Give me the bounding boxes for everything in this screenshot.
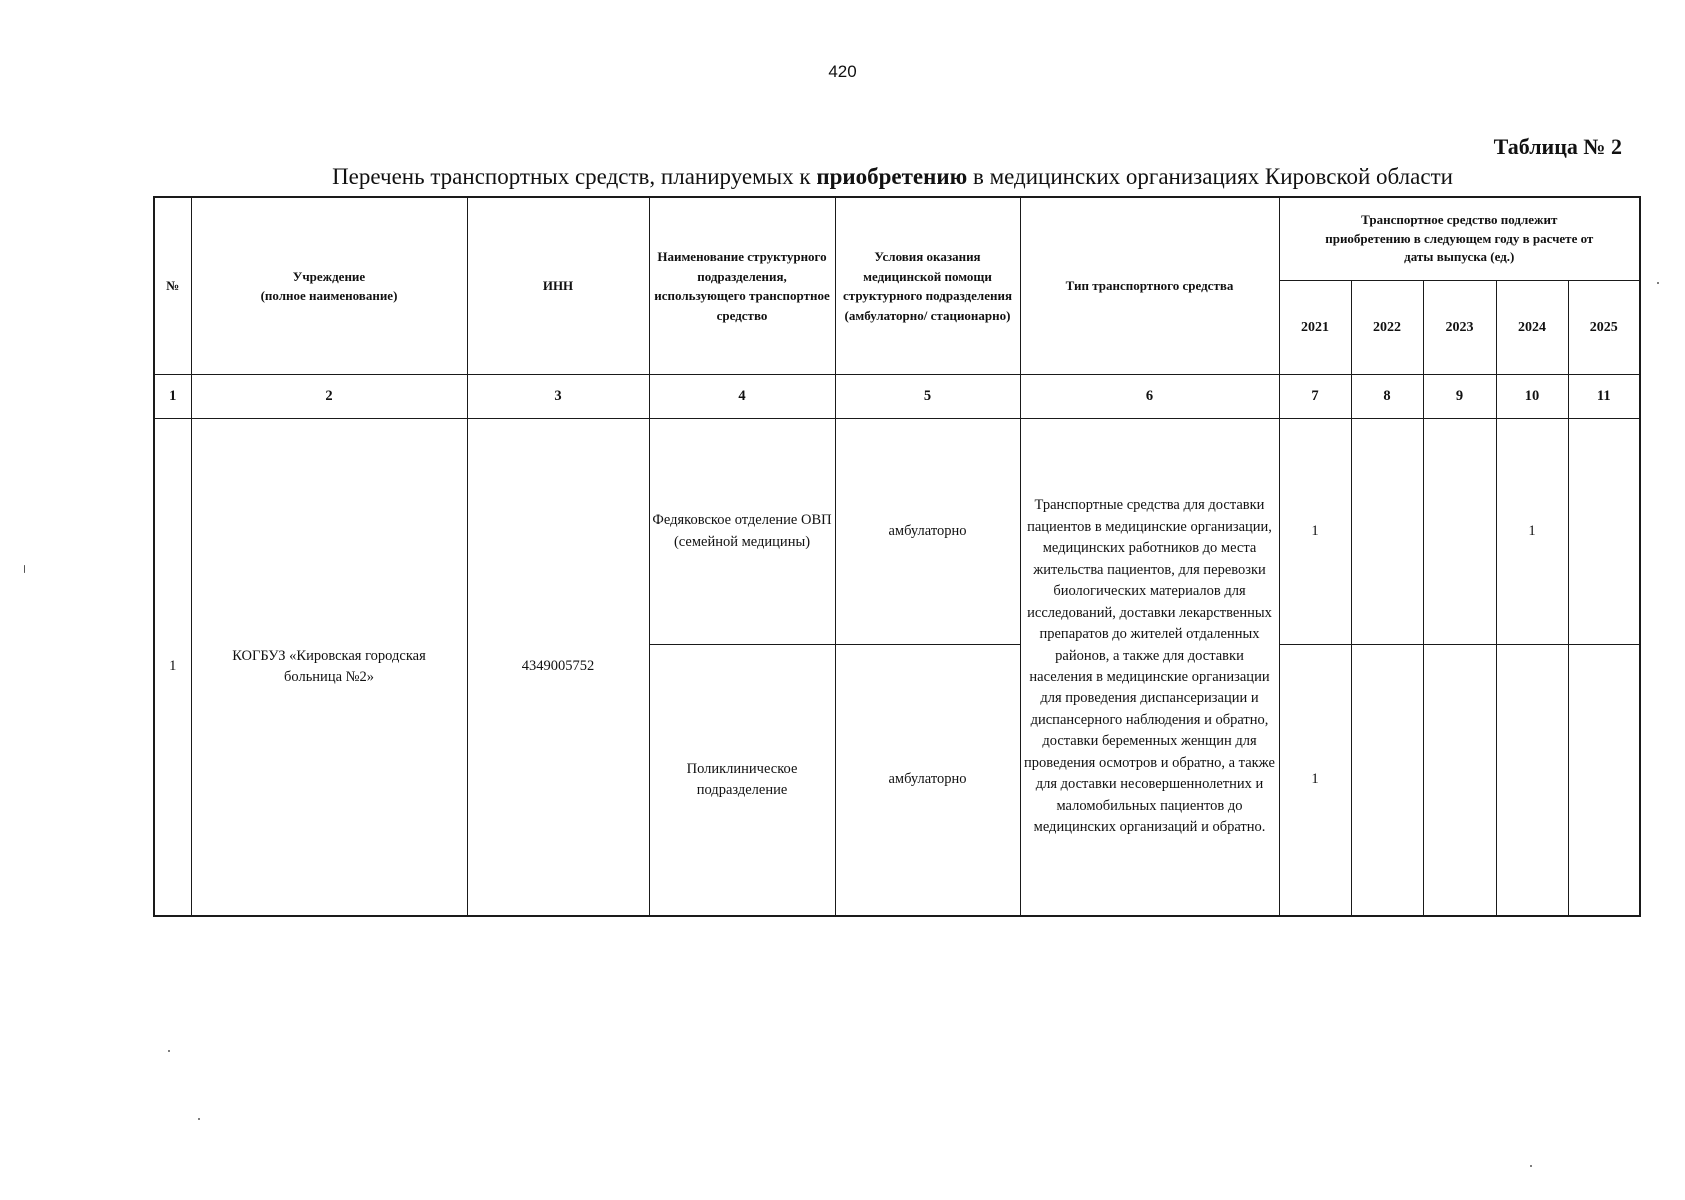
scan-speck bbox=[168, 1050, 170, 1052]
header-subdivision: Наименование структурного подразделения, использующего транспортное средство bbox=[649, 197, 835, 375]
record-institution: КОГБУЗ «Кировская городская больница №2» bbox=[191, 419, 467, 917]
column-number: 5 bbox=[835, 375, 1020, 419]
column-number: 3 bbox=[467, 375, 649, 419]
column-number: 8 bbox=[1351, 375, 1423, 419]
column-number: 11 bbox=[1568, 375, 1640, 419]
vehicles-table bbox=[153, 196, 1641, 917]
column-number: 6 bbox=[1020, 375, 1279, 419]
scan-speck bbox=[1657, 282, 1659, 284]
column-number: 9 bbox=[1423, 375, 1496, 419]
header-conditions: Условия оказания медицинской помощи структурного подразделения (амбулаторно/ стационарно) bbox=[835, 197, 1020, 375]
qty-2022 bbox=[1351, 419, 1423, 645]
column-number: 1 bbox=[154, 375, 191, 419]
column-number: 4 bbox=[649, 375, 835, 419]
subdivision-conditions: амбулаторно bbox=[835, 419, 1020, 645]
scan-speck bbox=[1530, 1165, 1532, 1167]
qty-2024 bbox=[1496, 645, 1568, 917]
qty-2025 bbox=[1568, 645, 1640, 917]
document-title bbox=[150, 164, 1635, 190]
page-number: 420 bbox=[828, 62, 857, 81]
header-year-2022: 2022 bbox=[1351, 281, 1423, 375]
header-inn: ИНН bbox=[467, 197, 649, 375]
table-label: Таблица № 2 bbox=[1493, 134, 1622, 159]
qty-2023 bbox=[1423, 645, 1496, 917]
record-num: 1 bbox=[154, 419, 191, 917]
table-row bbox=[154, 419, 1640, 645]
header-year-2021: 2021 bbox=[1279, 281, 1351, 375]
column-numbers-row bbox=[154, 375, 1640, 419]
title-part-1: Перечень транспортных средств, планируемых к bbox=[332, 164, 817, 189]
subdivision-name: Федяковское отделение ОВП (семейной медицины) bbox=[649, 419, 835, 645]
qty-2021: 1 bbox=[1279, 645, 1351, 917]
title-part-bold: приобретению bbox=[816, 164, 968, 189]
header-purchase-group: Транспортное средство подлежит приобретению в следующем году в расчете от даты выпуска (ед.) bbox=[1279, 197, 1640, 281]
record-vehicle-type: Транспортные средства для доставки пациентов в медицинские организации, медицинских работников до места жительства пациентов, для перевозки биологических материалов для исследований, доставки лекарственных препаратов до жителей отдаленных районов, а также для доставки населения в медицинские организации для проведения диспансеризации и диспансерного наблюдения и обратно, доставки беременных женщин для проведения осмотров и обратно, а также для доставки несовершеннолетних и маломобильных пациентов до медицинских организаций и обратно. bbox=[1020, 419, 1279, 917]
record-inn: 4349005752 bbox=[467, 419, 649, 917]
header-num: № bbox=[154, 197, 191, 375]
qty-2023 bbox=[1423, 419, 1496, 645]
qty-2022 bbox=[1351, 645, 1423, 917]
header-vehicle-type: Тип транспортного средства bbox=[1020, 197, 1279, 375]
qty-2024: 1 bbox=[1496, 419, 1568, 645]
qty-2025 bbox=[1568, 419, 1640, 645]
scan-speck bbox=[24, 565, 25, 573]
qty-2021: 1 bbox=[1279, 419, 1351, 645]
column-number: 2 bbox=[191, 375, 467, 419]
column-number: 10 bbox=[1496, 375, 1568, 419]
scan-speck bbox=[198, 1118, 200, 1120]
header-year-2023: 2023 bbox=[1423, 281, 1496, 375]
header-institution: Учреждение (полное наименование) bbox=[191, 197, 467, 375]
subdivision-name: Поликлиническое подразделение bbox=[649, 645, 835, 917]
header-year-2025: 2025 bbox=[1568, 281, 1640, 375]
title-part-2: в медицинских организациях Кировской области bbox=[967, 164, 1453, 189]
column-number: 7 bbox=[1279, 375, 1351, 419]
subdivision-conditions: амбулаторно bbox=[835, 645, 1020, 917]
header-year-2024: 2024 bbox=[1496, 281, 1568, 375]
